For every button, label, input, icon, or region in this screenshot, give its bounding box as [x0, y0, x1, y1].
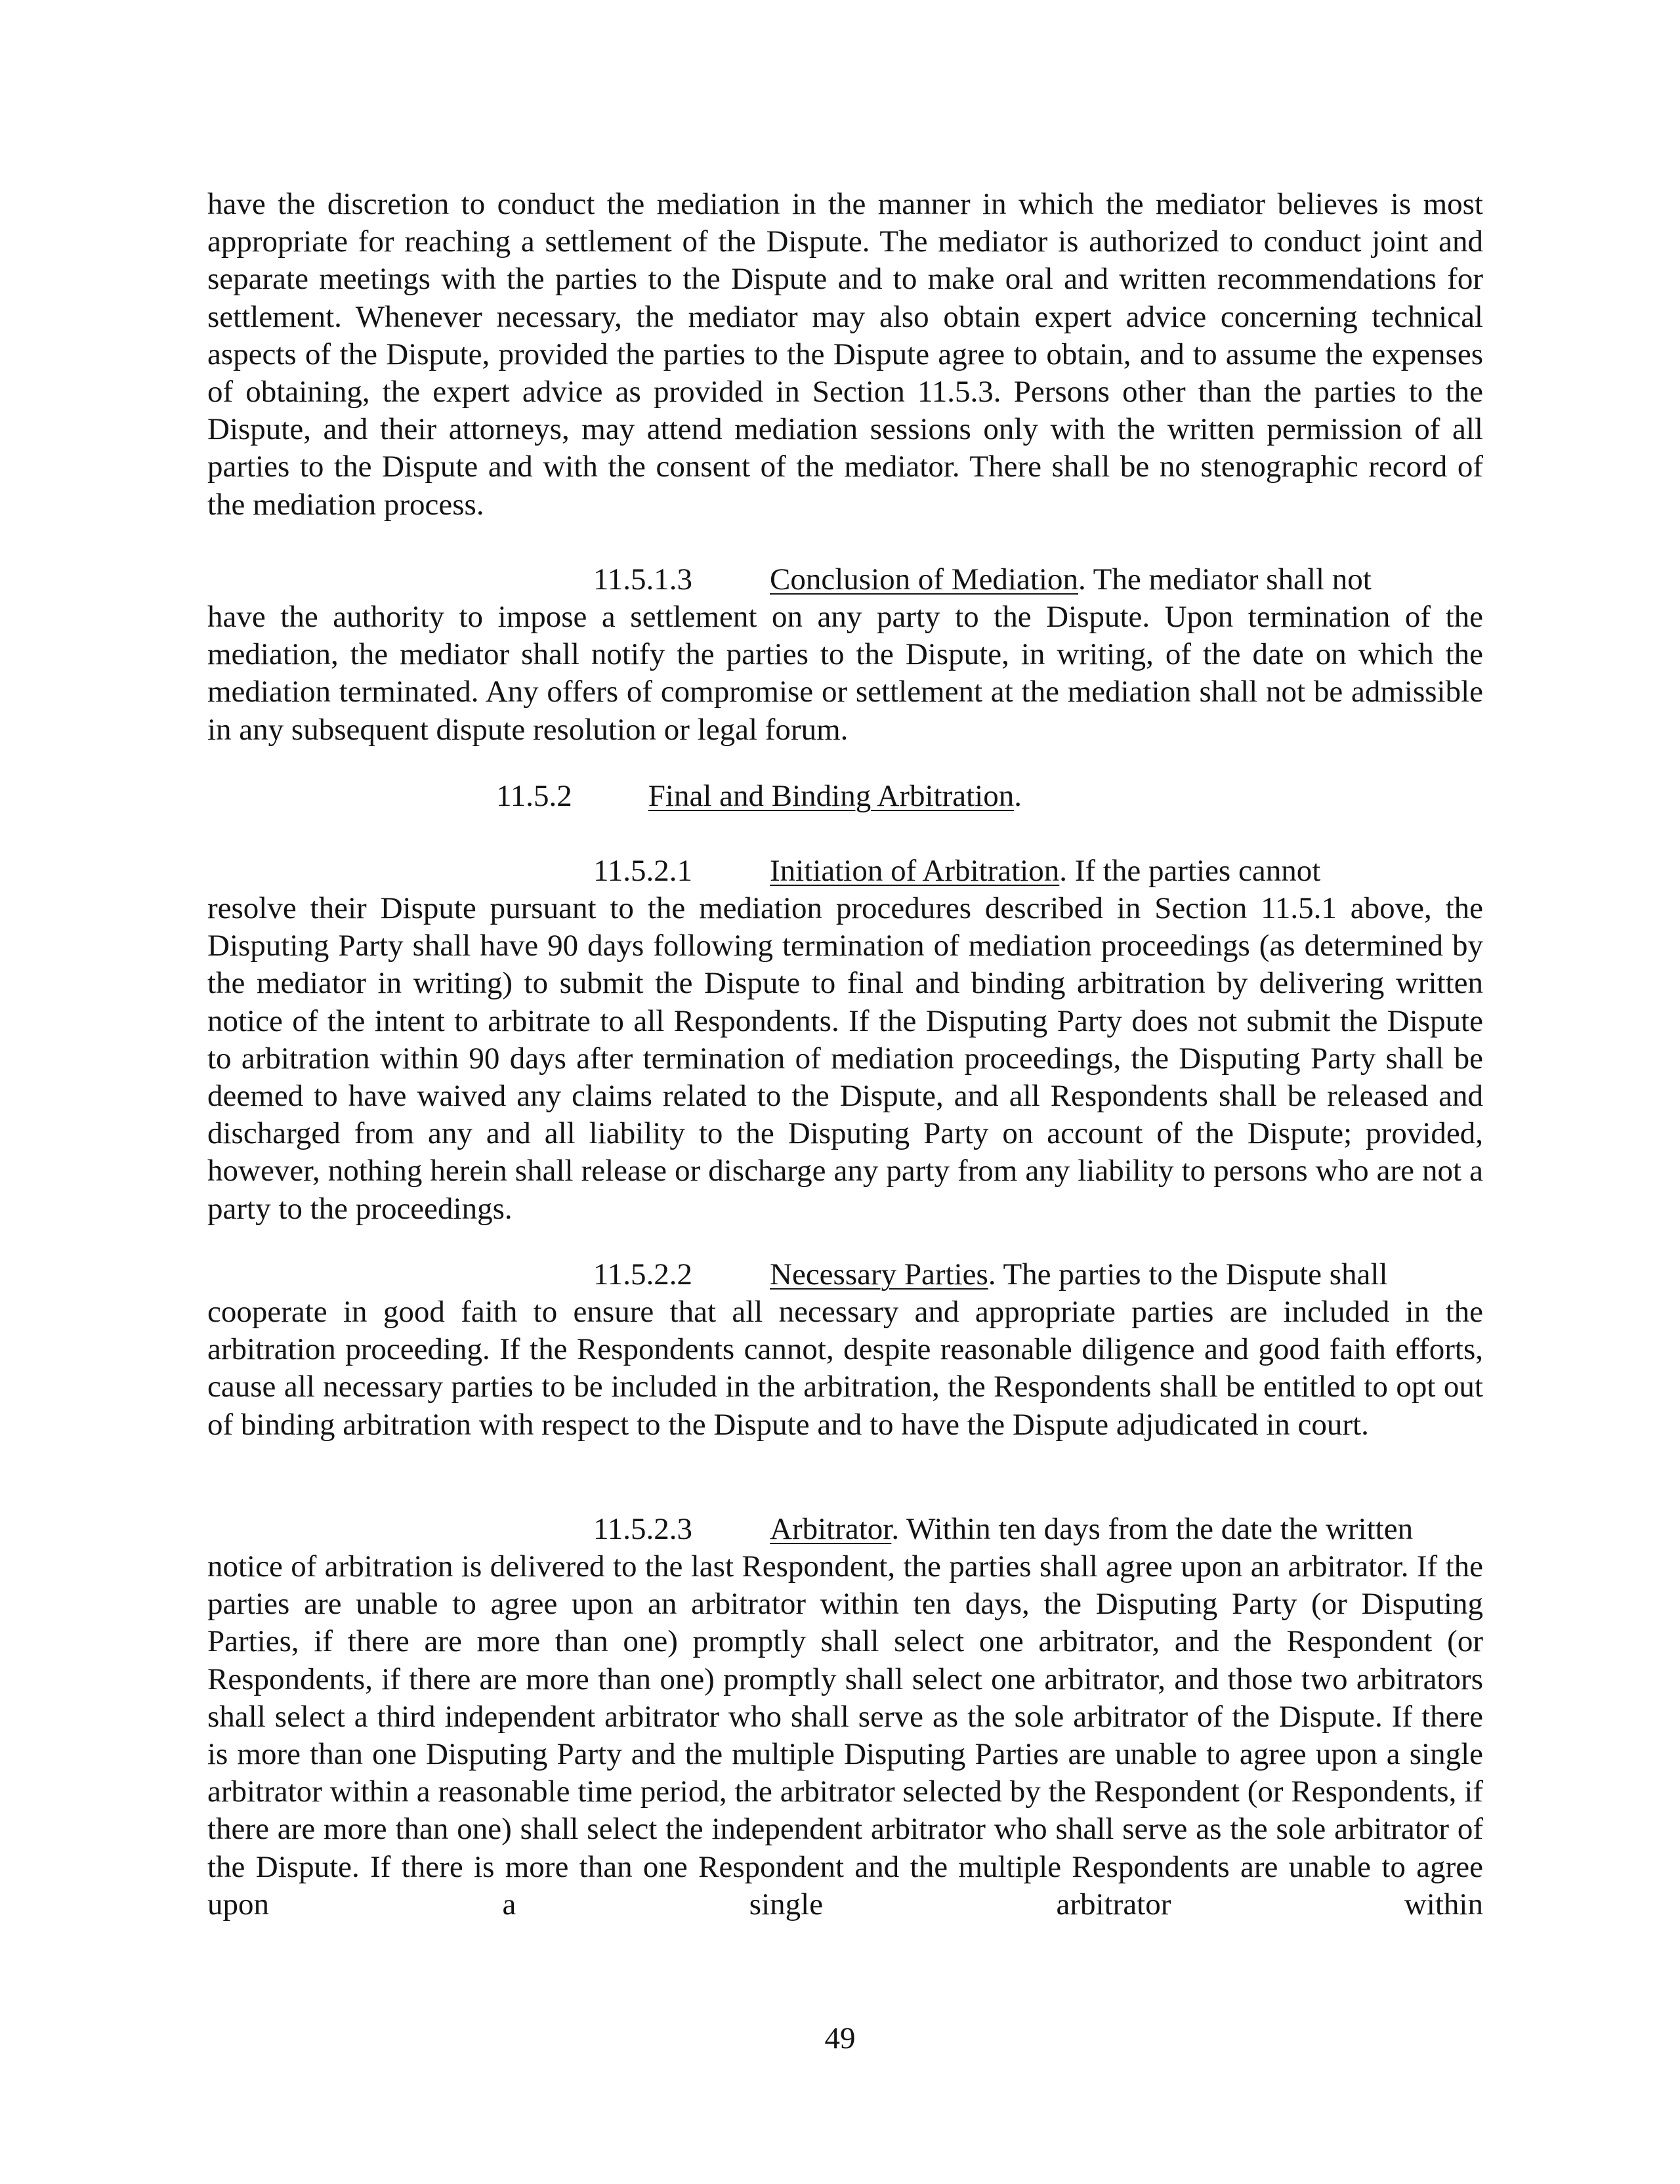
section-first-line-tail: . If the parties cannot: [1059, 854, 1321, 888]
section-number: 11.5.2.1: [593, 854, 693, 888]
paragraph-arbitrator: notice of arbitration is delivered to the last Respondent, the parties shall agree upon an arbitrator. If the parties are unable to agree upon an arbitrator within ten days, the Disputing Party (or Disputing Parties, if there are more than one) promptly shall select one arbitrator, and the Respondent (or Respondents, if there are more than one) promptly shall select one arbitrator, and those two arbitrators shall select a third independent arbitrator who shall serve as the sole arbitrator of the Dispute. If there is more than one Disputing Party and the multiple Disputing Parties are unable to agree upon a single arbitrator within a reasonable time period, the arbitrator selected by the Respondent (or Respondents, if there are more than one) shall select the independent arbitrator who shall serve as the sole arbitrator of the Dispute. If there is more than one Respondent and the multiple Respondents are unable to agree upon a single arbitrator within: [207, 1549, 1483, 1922]
paragraph-conclusion-of-mediation: have the authority to impose a settlement on any party to the Dispute. Upon termination of the mediation, the mediator shall notify the parties to the Dispute, in writing, of the date on which the mediation terminated. Any offers of compromise or settlement at the mediation shall not be admissible in any subsequent dispute resolution or legal forum.: [207, 600, 1483, 747]
section-title: Arbitrator: [770, 1512, 892, 1546]
section-title: Necessary Parties: [770, 1257, 988, 1292]
section-first-line-tail: . The parties to the Dispute shall: [988, 1257, 1388, 1292]
section-number: 11.5.2.2: [593, 1257, 693, 1292]
page-number: 49: [824, 2021, 856, 2055]
paragraph-initiation-of-arbitration: resolve their Dispute pursuant to the mediation procedures described in Section 11.5.1 above, the Disputing Party shall have 90 days following termination of mediation proceedings (as determined by the mediator in writing) to submit the Dispute to final and binding arbitration by delivering written notice of the intent to arbitrate to all Respondents. If the Disputing Party does not submit the Dispute to arbitration within 90 days after termination of mediation proceedings, the Disputing Party shall be deemed to have waived any claims related to the Dispute, and all Respondents shall be released and discharged from any and all liability to the Disputing Party on account of the Dispute; provided, however, nothing herein shall release or discharge any party from any liability to persons who are not a party to the proceedings.: [207, 891, 1483, 1226]
section-number: 11.5.1.3: [593, 562, 693, 597]
section-first-line-tail: . The mediator shall not: [1078, 562, 1372, 597]
section-11-5-2-1-heading: [593, 852, 1320, 890]
section-11-5-2-3-heading: [593, 1511, 1413, 1548]
section-first-line-tail: . Within ten days from the date the written: [891, 1512, 1414, 1546]
section-title-period: .: [1014, 779, 1022, 813]
section-11-5-2-2-heading: [593, 1256, 1388, 1293]
section-number: 11.5.2: [496, 779, 572, 813]
section-title: Conclusion of Mediation: [770, 562, 1078, 597]
paragraph-necessary-parties: cooperate in good faith to ensure that all necessary and appropriate parties are included in the arbitration proceeding. If the Respondents cannot, despite reasonable diligence and good faith efforts, cause all necessary parties to be included in the arbitration, the Respondents shall be entitled to opt out of binding arbitration with respect to the Dispute and to have the Dispute adjudicated in court.: [207, 1295, 1483, 1442]
section-11-5-2-heading: [496, 778, 1022, 815]
paragraph-mediation-discretion: have the discretion to conduct the mediation in the manner in which the mediator believes is most appropriate for reaching a settlement of the Dispute. The mediator is authorized to conduct joint and separate meetings with the parties to the Dispute and to make oral and written recommendations for settlement. Whenever necessary, the mediator may also obtain expert advice concerning technical aspects of the Dispute, provided the parties to the Dispute agree to obtain, and to assume the expenses of obtaining, the expert advice as provided in Section 11.5.3. Persons other than the parties to the Dispute, and their attorneys, may attend mediation sessions only with the written permission of all parties to the Dispute and with the consent of the mediator. There shall be no stenographic record of the mediation process.: [207, 187, 1483, 522]
section-title: Initiation of Arbitration: [770, 854, 1060, 888]
section-11-5-1-3-heading: [593, 561, 1372, 598]
section-number: 11.5.2.3: [593, 1512, 693, 1546]
section-title: Final and Binding Arbitration: [648, 779, 1015, 813]
